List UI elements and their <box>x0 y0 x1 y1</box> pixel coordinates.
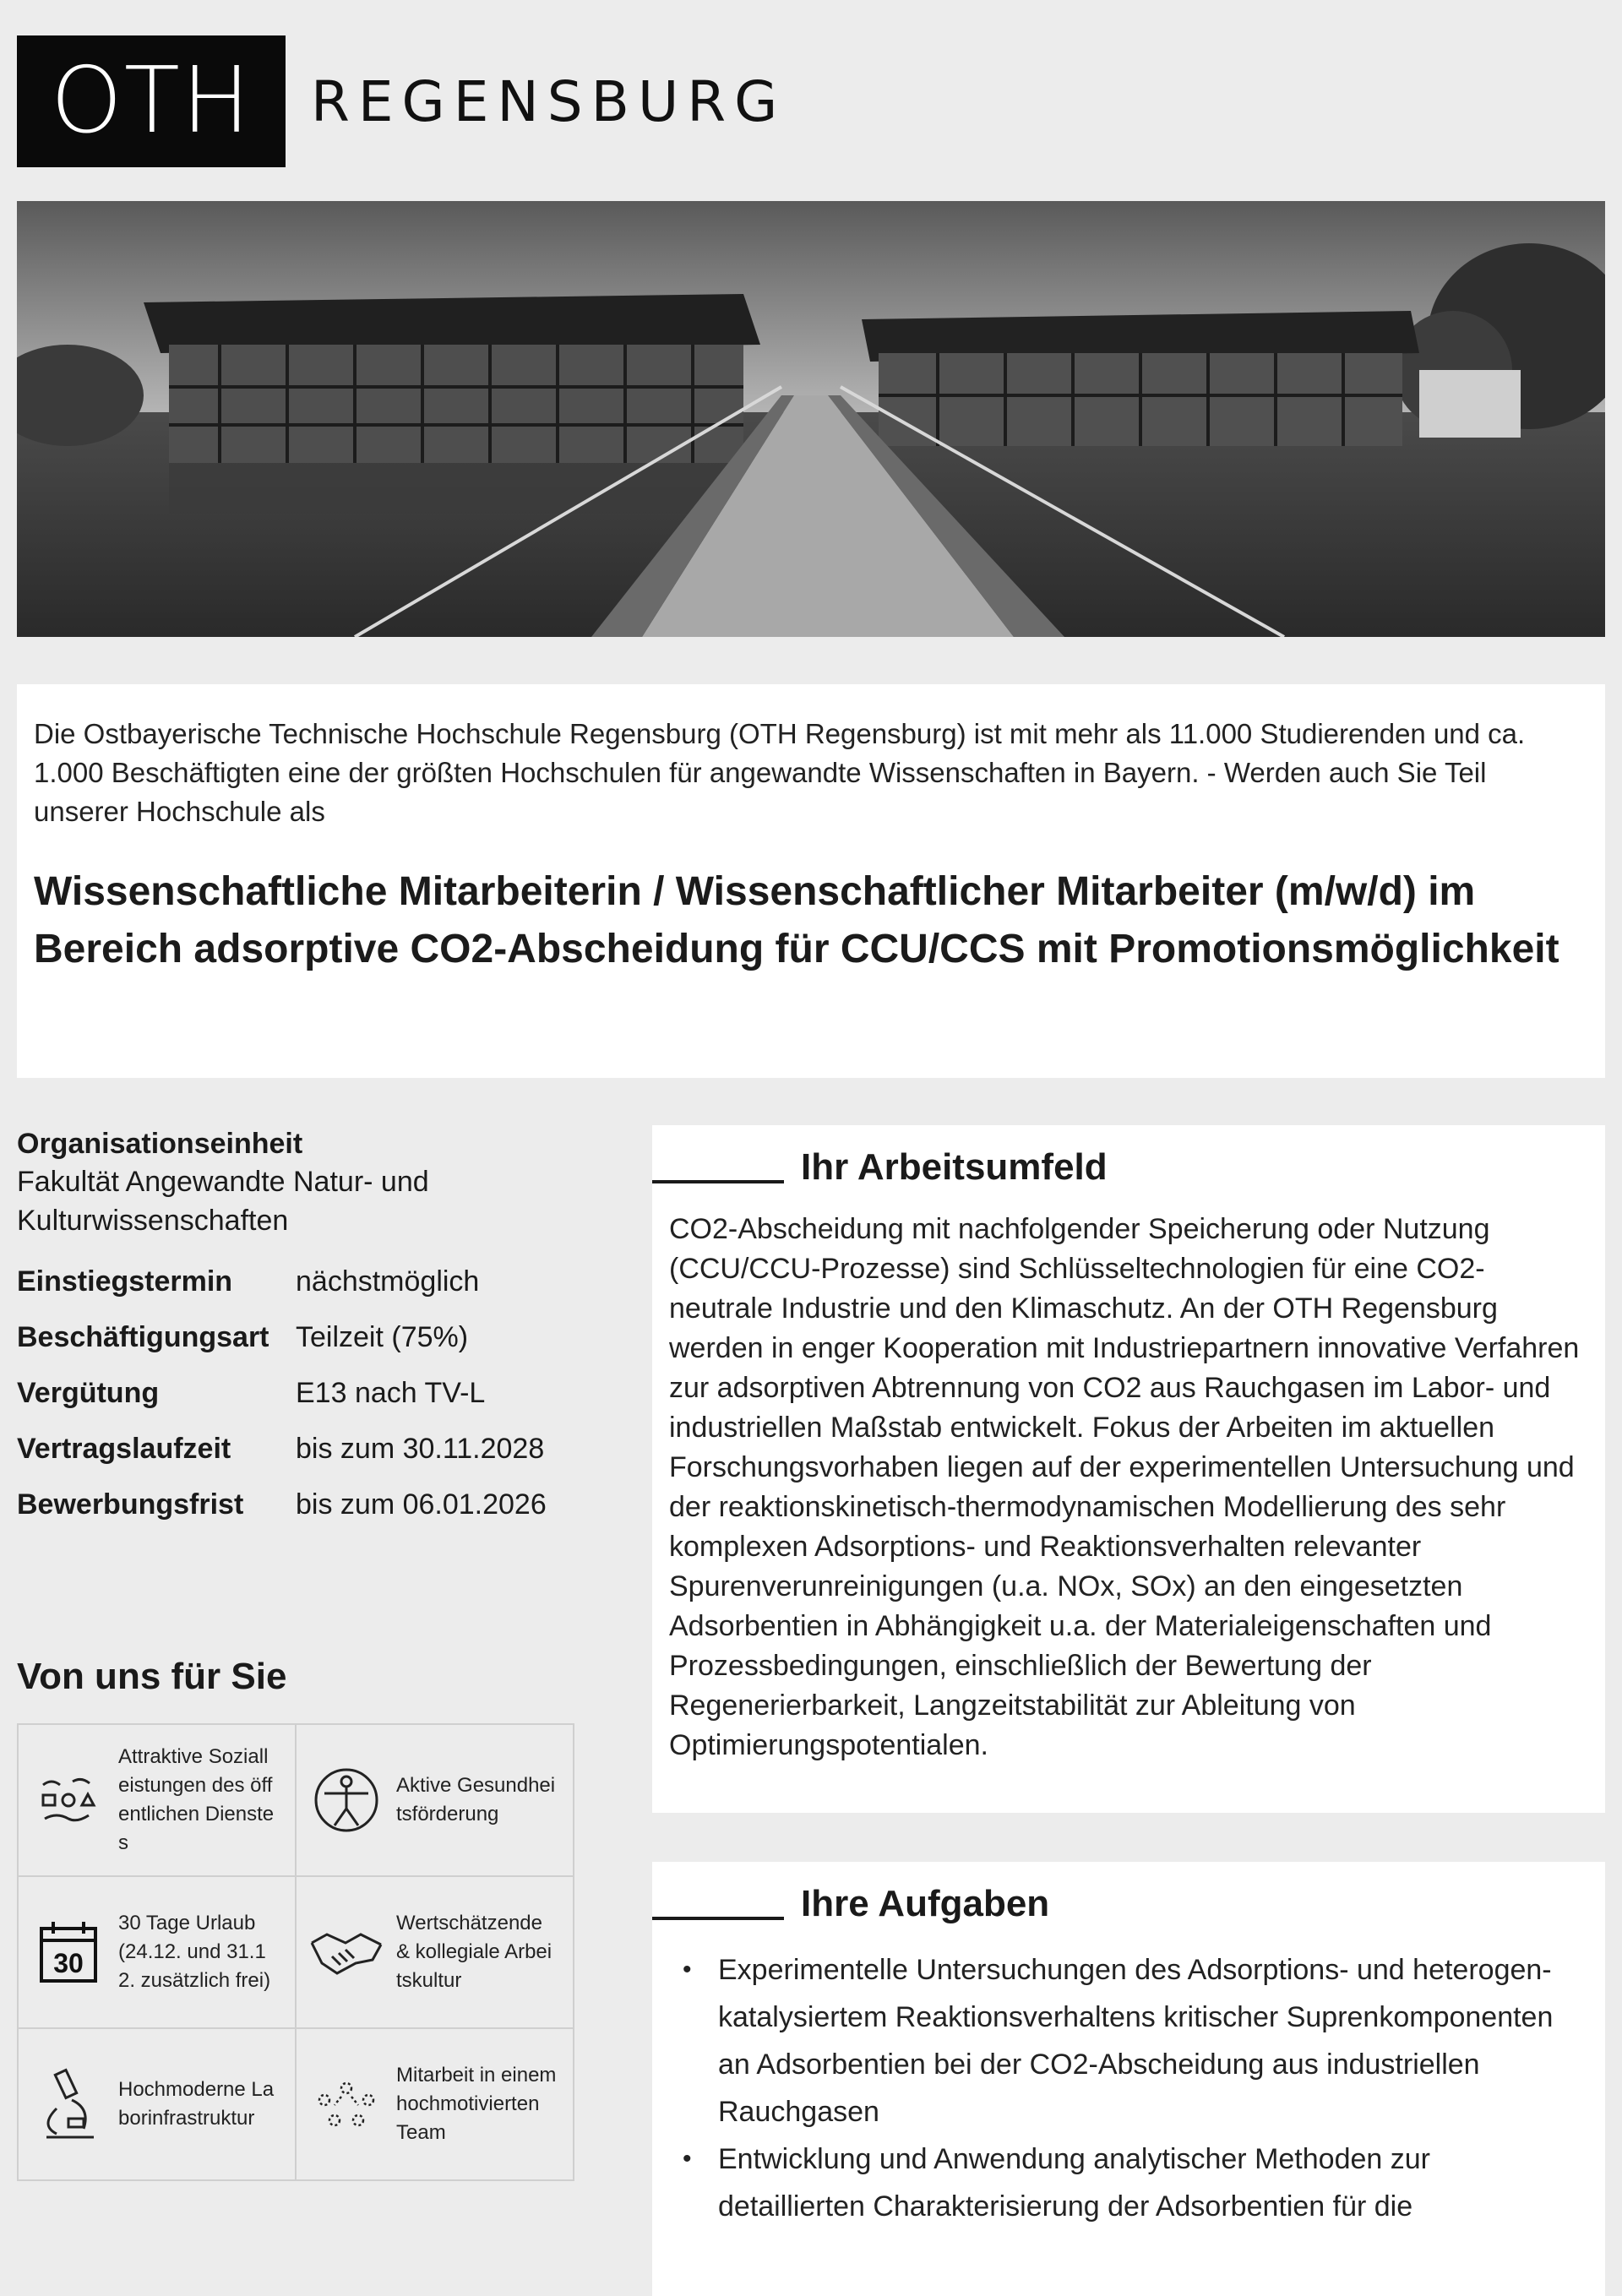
detail-key: Vertragslaufzeit <box>17 1432 231 1465</box>
benefit-cell <box>18 1724 296 1876</box>
detail-value: nächstmöglich <box>296 1265 480 1298</box>
logo-name: REGENSBURG <box>311 68 787 134</box>
detail-row-salary <box>17 1365 608 1421</box>
calendar-day: 30 <box>53 1948 84 1978</box>
handshake-icon <box>297 1877 396 2027</box>
benefit-label: 30 Tage Urlaub (24.12. und 31.12. zusätzlich frei) <box>118 1912 271 1992</box>
tasks-card <box>652 1862 1605 2296</box>
detail-key: Bewerbungsfrist <box>17 1488 244 1521</box>
org-unit-label: Organisationseinheit <box>17 1128 303 1160</box>
microscope-icon <box>19 2029 118 2179</box>
tasks-title: Ihre Aufgaben <box>801 1883 1050 1924</box>
work-environment-text: CO2-Abscheidung mit nachfolgender Speicherung oder Nutzung (CCU/CCU-Prozesse) sind Schlüsseltechnologien für eine CO2-neutrale Industrie und den Klimaschutz. An der OTH Regensburg werden in enger Kooperation mit Industriepartnern innovative Verfahren zur adsorptiven Abtrennung von CO2 aus Rauchgasen im Labor- und industriellen Maßstab entwickelt. Fokus der Arbeiten im aktuellen Forschungsvorhaben liegen auf der experimentellen Untersuchung und der reaktionskinetisch-thermodynamischen Modellierung des sehr komplexen Adsorptions- und Reaktionsverhalten relevanter Spurenverunreinigungen (u.a. NOx, SOx) an den eingesetzten Adsorbentien in Abhängigkeit u.a. der Materialeigenschaften und Prozessbedingungen, einschließlich der Bewertung der Regenerierbarkeit, Langzeitstabilität zur Ableitung von Optimierungspotentialen. <box>669 1213 1580 1761</box>
detail-value: Teilzeit (75%) <box>296 1320 469 1353</box>
task-item: • Entwicklung und Anwendung analytischer Methoden zur detaillierten Charakterisierung der Adsorbentien für die <box>678 2135 1585 2230</box>
social-benefits-icon <box>19 1725 118 1875</box>
detail-row-start <box>17 1254 608 1309</box>
benefit-label: Wertschätzende & kollegiale Arbeitskultur <box>396 1912 552 1992</box>
detail-key: Einstiegstermin <box>17 1265 233 1298</box>
job-details <box>17 1125 608 1532</box>
detail-row-duration <box>17 1421 608 1477</box>
benefit-label: Aktive Gesundheitsförderung <box>396 1774 556 1825</box>
detail-value: bis zum 30.11.2028 <box>296 1432 545 1465</box>
job-title: Wissenschaftliche Mitarbeiterin / Wissenschaftlicher Mitarbeiter (m/w/d) im Bereich adsorptive CO2-Abscheidung für CCU/CCS mit Promotionsmöglichkeit <box>34 869 1559 971</box>
benefit-label: Mitarbeit in einem hochmotivierten Team <box>396 2064 557 2144</box>
heading-underline <box>652 1895 784 1920</box>
heading-underline <box>652 1158 784 1183</box>
task-item: • Experimentelle Untersuchungen des Adsorptions- und heterogen-katalysiertem Reaktionsverhaltens kritischer Suprenkomponenten an Adsorbentien bei der CO2-Abscheidung aus industriellen Rauchgasen <box>678 1946 1585 2135</box>
detail-row-deadline <box>17 1477 608 1532</box>
intro-section <box>17 684 1605 1078</box>
calendar-icon <box>19 1877 118 2027</box>
benefit-cell <box>296 1876 574 2028</box>
intro-text: Die Ostbayerische Technische Hochschule Regensburg (OTH Regensburg) ist mit mehr als 11.000 Studierenden und ca. 1.000 Beschäftigten eine der größten Hochschulen für angewandte Wissenschaften in Bayern. - Werden auch Sie Teil unserer Hochschule als <box>34 718 1526 827</box>
benefit-cell <box>18 2028 296 2180</box>
detail-value: E13 nach TV-L <box>296 1376 486 1409</box>
benefits-title: Von uns für Sie <box>17 1656 287 1697</box>
benefit-cell <box>18 1876 296 2028</box>
detail-value: bis zum 06.01.2026 <box>296 1488 547 1521</box>
health-icon <box>297 1725 396 1875</box>
benefits-grid <box>17 1723 574 2181</box>
benefit-cell <box>296 1724 574 1876</box>
work-environment-title: Ihr Arbeitsumfeld <box>801 1146 1108 1188</box>
benefit-label: Attraktive Sozialleistungen des öffentlichen Dienstes <box>118 1745 275 1854</box>
detail-row-employment <box>17 1309 608 1365</box>
campus-photo <box>17 201 1605 637</box>
tasks-list <box>652 1946 1605 2230</box>
logo-mark: OTH <box>17 35 286 167</box>
benefit-cell <box>296 2028 574 2180</box>
work-environment-card <box>652 1125 1605 1813</box>
org-unit-value: Fakultät Angewandte Natur- und Kulturwissenschaften <box>17 1166 429 1237</box>
team-icon <box>297 2029 396 2179</box>
oth-logo <box>17 35 786 167</box>
detail-key: Vergütung <box>17 1376 160 1409</box>
detail-key: Beschäftigungsart <box>17 1320 269 1353</box>
benefit-label: Hochmoderne Laborinfrastruktur <box>118 2078 275 2130</box>
